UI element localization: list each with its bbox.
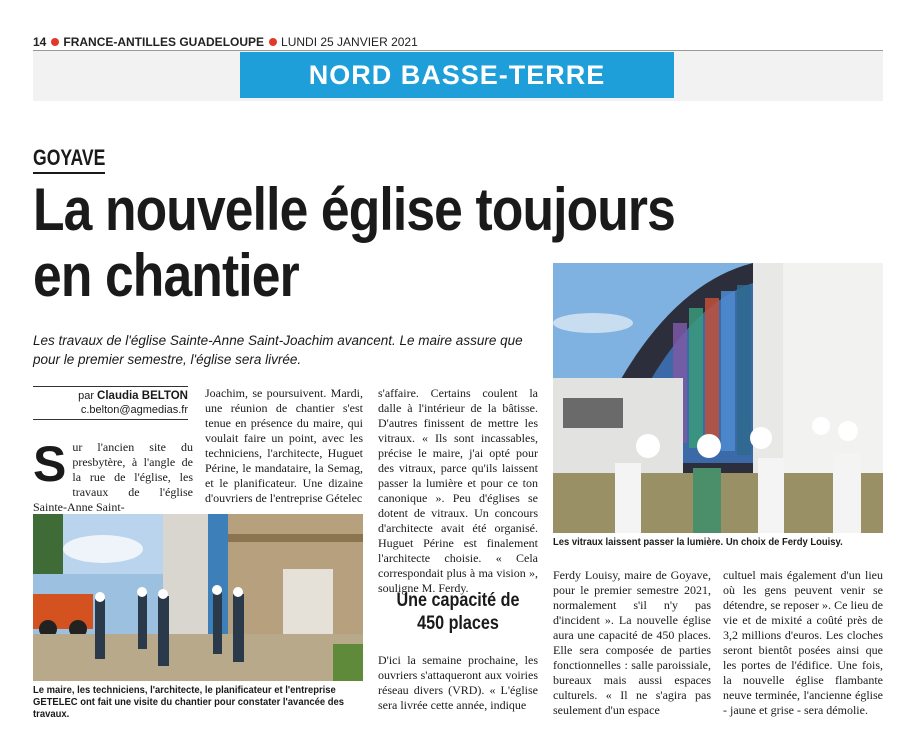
- byline: [33, 386, 188, 420]
- article-lead: Les travaux de l'église Sainte-Anne Saint-Joachim avancent. Le maire assure que pour le premier semestre, l'église sera livrée.: [33, 333, 523, 367]
- publication-name: FRANCE-ANTILLES GUADELOUPE: [63, 35, 265, 49]
- article-intertitle: Une capacité de 450 places: [396, 590, 520, 634]
- photo-2-caption: Les vitraux laissent passer la lumière. Un choix de Ferdy Louisy.: [553, 536, 843, 548]
- publication-date: LUNDI 25 JANVIER 2021: [281, 35, 418, 49]
- article-headline: La nouvelle église toujours en chantier: [33, 176, 675, 309]
- photo-1-caption: Le maire, les techniciens, l'architecte, le planificateur et l'entreprise GETELEC ont fait une visite du chantier pour constater l'avancée des travaux.: [33, 684, 345, 720]
- page-header: [33, 35, 418, 49]
- article-kicker: GOYAVE: [33, 145, 105, 174]
- article-column-6: cultuel mais également d'un lieu où les gens peuvent venir se détendre, se reposer ». Ce lieu de vie et de mixité a coûté près de 3,2 millions d'euros. Les cloches seront bientôt posées ainsi que les portes de l'édifice. Une fois, la nouvelle église flambante neuve terminée, l'ancienne église - jaune et grise - sera démolie.: [723, 568, 883, 717]
- column-1-text: ur l'ancien site du presbytère, à l'angle de la rue de l'église, les travaux de l'église Sainte-Anne Saint-: [33, 440, 193, 514]
- page-number: 14: [33, 35, 47, 49]
- photo-site-visit: [33, 514, 363, 681]
- red-dot-icon: [51, 38, 59, 46]
- photo-stained-glass: [553, 263, 883, 533]
- article-column-2: Joachim, se poursuivent. Mardi, une réunion de chantier s'est tenue en présence du maire, qui voulait faire un point, avec les techniciens, l'architecte, Huguet Périne, le mandataire, la Semag, et le planificateur. Une dizaine d'ouvriers de l'entreprise Gételec: [205, 386, 363, 505]
- article-column-5: Ferdy Louisy, maire de Goyave, pour le premier semestre 2021, normalement s'il n'y pas d'incident ». La nouvelle église aura une capacité de 450 places. Elle sera composée de parties fonctionnelles : salle paroissiale, bureaux mais aussi espaces culturels. « Il ne s'agira pas seulement d'un espace: [553, 568, 711, 717]
- author-email[interactable]: c.belton@agmedias.fr: [80, 404, 188, 416]
- author-name: Claudia BELTON: [97, 390, 188, 402]
- article-column-4: D'ici la semaine prochaine, les ouvriers s'attaqueront aux voiries réseau divers (VRD). « L'église sera livrée cette année, indique: [378, 653, 538, 712]
- byline-prefix: par: [78, 390, 94, 402]
- section-title: NORD BASSE-TERRE: [240, 52, 674, 98]
- article-column-3: s'affaire. Certains coulent la dalle à l'intérieur de la bâtisse. D'autres finissent de mettre les vitraux. « Ils sont incassables, précise le maire, j'ai opté pour des vitraux, parce qu'ils laissent passer la lumière et pour ce ton canonique ». Peu d'églises se dotent de vitraux. Un concours d'architecte avait été organisé. Huguet Périne est finalement l'architecte choisie. « Cela correspondait plus à ma vision », souligne M. Ferdy.: [378, 386, 538, 595]
- drop-cap: S: [33, 436, 67, 492]
- red-dot-icon: [269, 38, 277, 46]
- article-column-1: [33, 436, 193, 515]
